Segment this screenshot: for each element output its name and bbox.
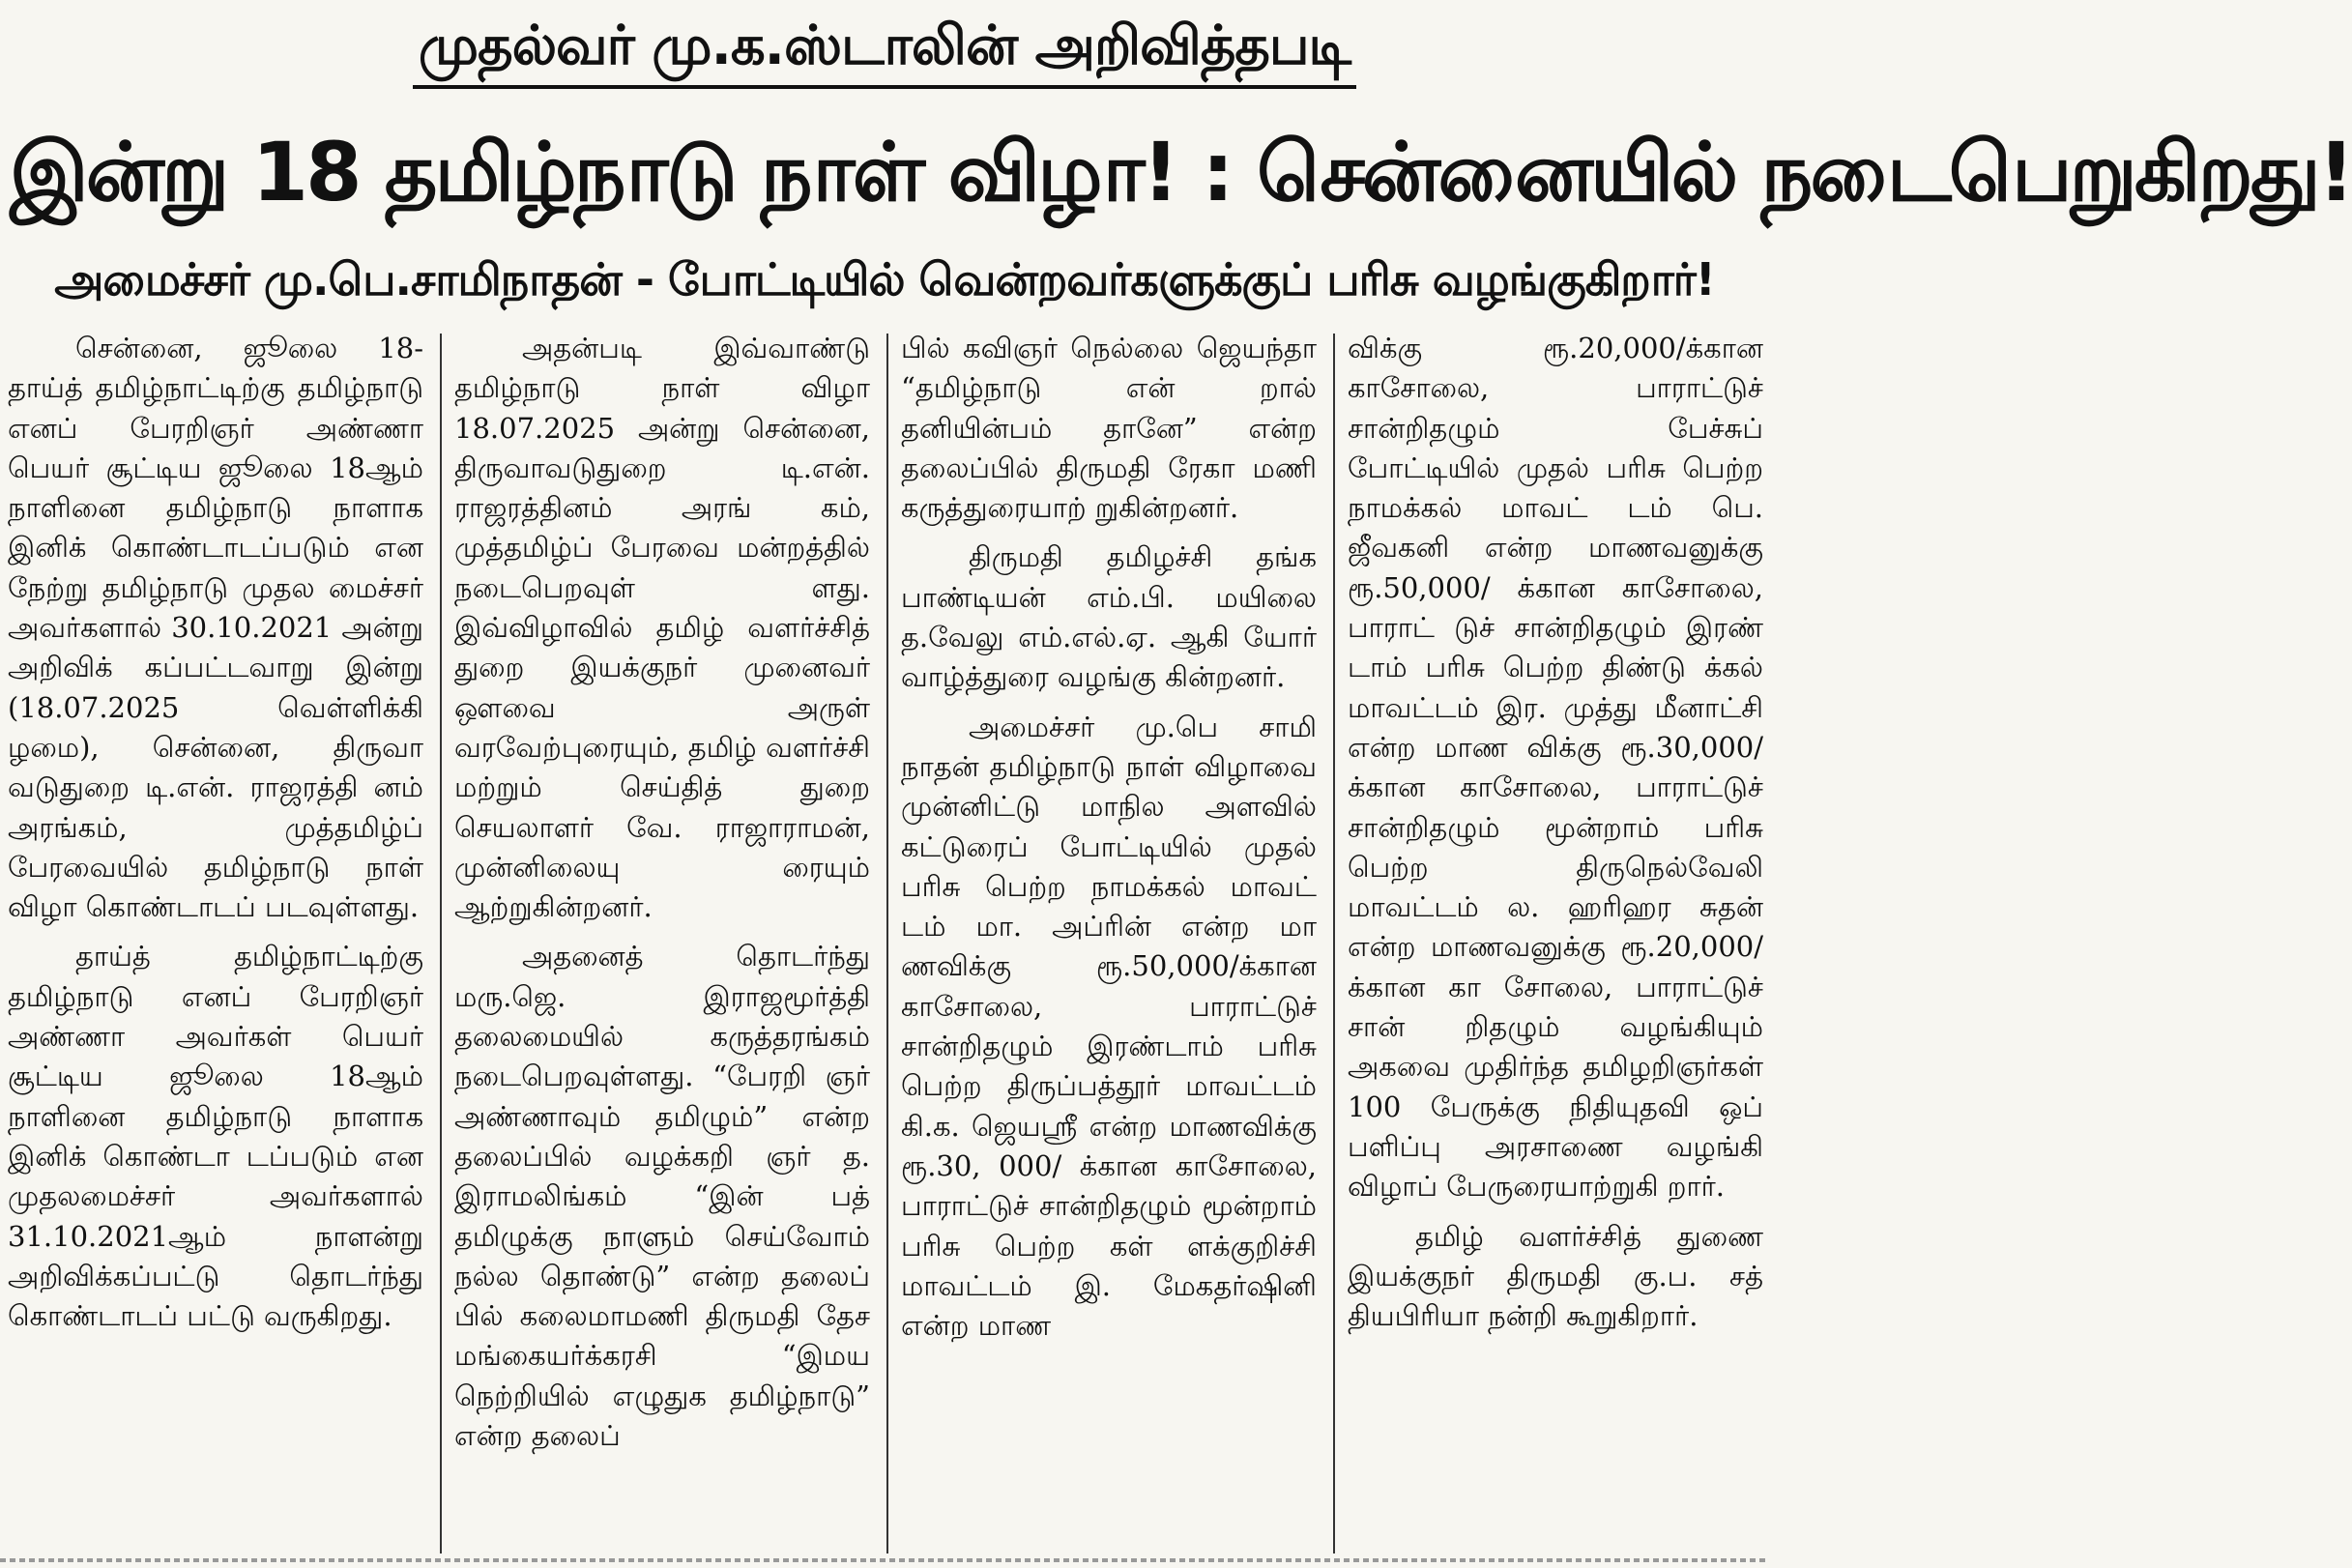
column-divider [440,334,442,1553]
article-column-3 [901,329,1317,1556]
column-divider [1333,334,1335,1553]
bottom-divider [0,1558,1769,1562]
paragraph: விக்கு ரூ.20,000/க்கான காசோலை, பாராட்டுச் சான்றிதழும் பேச்சுப் போட்டியில் முதல் பரிசு பெற்ற நாமக்கல் மாவட் டம் பெ. ஜீவகனி என்ற மாணவனுக்கு ரூ.50,000/ க்கான காசோலை, பாராட் டுச் சான்றிதழும் இரண் டாம் பரிசு பெற்ற திண்டு க்கல் மாவட்டம் இர. முத்து மீனாட்சி என்ற மாண விக்கு ரூ.30,000/ க்கான காசோலை, பாராட்டுச் சான்றிதழும் மூன்றாம் பரிசு பெற்ற திருநெல்வேலி மாவட்டம் ல. ஹரிஹர சுதன் என்ற மாணவனுக்கு ரூ.20,000/ க்கான கா சோலை, பாராட்டுச் சான் றிதழும் வழங்கியும் அகவை முதிர்ந்த தமிழறிஞர்கள் 100 பேருக்கு நிதியுதவி ஒப் பளிப்பு அரசாணை வழங்கி விழாப் பேருரையாற்றுகி றார். [1348,332,1763,1204]
paragraph: திருமதி தமிழச்சி தங்க பாண்டியன் எம்.பி. மயிலை த.வேலு எம்.எல்.ஏ. ஆகி யோர் வாழ்த்துரை வழங்கு கின்றனர். [901,540,1317,694]
paragraph: அதனைத் தொடர்ந்து மரு.ஜெ. இராஜமூர்த்தி தலைமையில் கருத்தரங்கம் நடைபெறவுள்ளது. “பேரறி ஞர் அண்ணாவும் தமிழும்” என்ற தலைப்பில் வழக்கறி ஞர் த. இராமலிங்கம் “இன் பத் தமிழுக்கு நாளும் செய்வோம் நல்ல தொண்டு” என்ற தலைப் பில் கலைமாமணி திருமதி தேச மங்கையர்க்கரசி “இமய நெற்றியில் எழுதுக தமிழ்நாடு” என்ற தலைப் [454,940,870,1453]
paragraph: சென்னை, ஜூலை 18- தாய்த் தமிழ்நாட்டிற்கு தமிழ்நாடு எனப் பேரறிஞர் அண்ணா பெயர் சூட்டிய ஜூலை 18ஆம் நாளினை தமிழ்நாடு நாளாக இனிக் கொண்டாடப்படும் என நேற்று தமிழ்நாடு முதல மைச்சர் அவர்களால் 30.10.2021 அன்று அறிவிக் கப்பட்டவாறு இன்று (18.07.2025 வெள்ளிக்கி ழமை), சென்னை, திருவா வடுதுறை டி.என். ராஜரத்தி னம் அரங்கம், முத்தமிழ்ப் பேரவையில் தமிழ்நாடு நாள் விழா கொண்டாடப் படவுள்ளது. [8,332,423,924]
article-column-4 [1348,329,1763,1556]
kicker-text: முதல்வர் மு.க.ஸ்டாலின் அறிவித்தபடி [413,8,1356,89]
headline: இன்று 18 தமிழ்நாடு நாள் விழா! : சென்னையில் நடைபெறுகிறது! [10,125,2352,219]
kicker-title [0,8,1769,91]
paragraph: அமைச்சர் மு.பெ சாமி நாதன் தமிழ்நாடு நாள் விழாவை முன்னிட்டு மாநில அளவில் கட்டுரைப் போட்டியில் முதல் பரிசு பெற்ற நாமக்கல் மாவட் டம் மா. அப்ரின் என்ற மா ணவிக்கு ரூ.50,000/க்கான காசோலை, பாராட்டுச் சான்றிதழும் இரண்டாம் பரிசு பெற்ற திருப்பத்தூர் மாவட்டம் கி.க. ஜெயஸ்ரீ என்ற மாணவிக்கு ரூ.30, 000/ க்கான காசோலை, பாராட்டுச் சான்றிதழும் மூன்றாம் பரிசு பெற்ற கள் ளக்குறிச்சி மாவட்டம் இ. மேகதர்ஷினி என்ற மாண [901,710,1317,1343]
column-divider [886,334,888,1553]
paragraph: அதன்படி இவ்வாண்டு தமிழ்நாடு நாள் விழா 18.07.2025 அன்று சென்னை, திருவாவடுதுறை டி.என். ராஜரத்தினம் அரங் கம், முத்தமிழ்ப் பேரவை மன்றத்தில் நடைபெறவுள் ளது. இவ்விழாவில் தமிழ் வளர்ச்சித் துறை இயக்குநர் முனைவர் ஔவை அருள் வரவேற்புரையும், தமிழ் வளர்ச்சி மற்றும் செய்தித் துறை செயலாளர் வே. ராஜாராமன், முன்னிலையு ரையும் ஆற்றுகின்றனர். [454,332,870,924]
article-column-1 [8,329,423,1556]
paragraph: பில் கவிஞர் நெல்லை ஜெயந்தா “தமிழ்நாடு என் றால் தனியின்பம் தானே” என்ற தலைப்பில் திருமதி ரேகா மணி கருத்துரையாற் றுகின்றனர். [901,332,1317,525]
paragraph: தாய்த் தமிழ்நாட்டிற்கு தமிழ்நாடு எனப் பேரறிஞர் அண்ணா அவர்கள் பெயர் சூட்டிய ஜூலை 18ஆம் நாளினை தமிழ்நாடு நாளாக இனிக் கொண்டா டப்படும் என முதலமைச்சர் அவர்களால் 31.10.2021ஆம் நாளன்று அறிவிக்கப்பட்டு தொடர்ந்து கொண்டாடப் பட்டு வருகிறது. [8,940,423,1333]
subheadline: அமைச்சர் மு.பெ.சாமிநாதன் - போட்டியில் வென்றவர்களுக்குப் பரிசு வழங்குகிறார்! [54,253,1715,305]
article-column-2 [454,329,870,1556]
paragraph: தமிழ் வளர்ச்சித் துணை இயக்குநர் திருமதி கு.ப. சத் தியபிரியா நன்றி கூறுகிறார். [1348,1219,1763,1333]
